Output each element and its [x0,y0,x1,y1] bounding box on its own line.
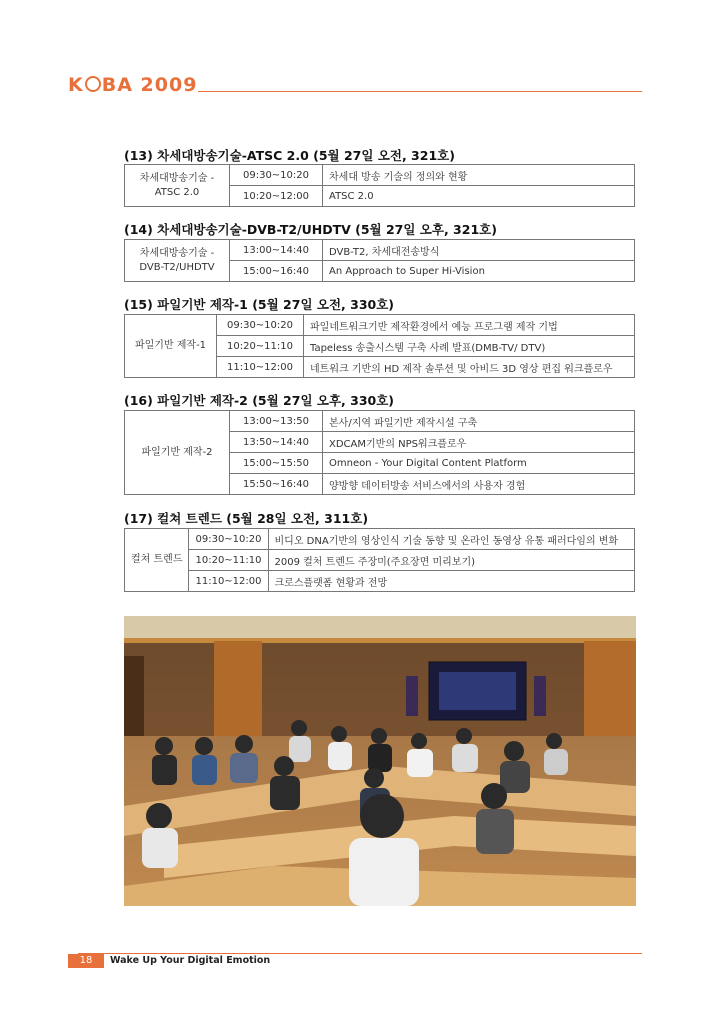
topic-cell: Omneon - Your Digital Content Platform [323,453,635,474]
table-row [125,550,635,571]
schedule-table [124,528,635,592]
time-cell: 13:00~13:50 [230,411,323,432]
footer-divider [78,953,642,954]
time-cell: 15:00~15:50 [230,453,323,474]
section-title: (16) 파일기반 제작-2 (5월 27일 오후, 330호) [124,393,395,408]
logo-year: 2009 [140,74,198,96]
schedule-table [124,164,635,207]
category-cell: 차세대방송기술 -DVB-T2/UHDTV [125,240,230,282]
logo-ring-icon [85,76,101,92]
table-row [125,529,635,550]
footer-tagline: Wake Up Your Digital Emotion [110,955,271,966]
door [124,656,144,746]
time-cell: 09:30~10:20 [189,529,268,550]
page-number: 18 [68,954,104,968]
time-cell: 10:20~11:10 [217,336,304,357]
time-cell: 15:00~16:40 [230,261,323,282]
time-cell: 09:30~10:20 [217,315,304,336]
header-divider [198,91,642,92]
table-row [125,240,635,261]
topic-cell: 본사/지역 파일기반 제작시설 구축 [323,411,635,432]
category-cell: 파일기반 제작-1 [125,315,217,378]
topic-cell: 비디오 DNA기반의 영상인식 기술 동향 및 온라인 동영상 유통 패러다임의 변화 [268,529,635,550]
logo-text-k: K [68,74,84,96]
table-row [125,411,635,432]
topic-cell: DVB-T2, 차세대전송방식 [323,240,635,261]
time-cell: 10:20~11:10 [189,550,268,571]
ceiling-trim [124,638,636,643]
time-cell: 11:10~12:00 [217,357,304,378]
topic-cell: 양방향 데이터방송 서비스에서의 사용자 경험 [323,474,635,495]
schedule-table [124,410,635,495]
topic-cell: Tapeless 송출시스템 구축 사례 발표(DMB-TV/ DTV) [304,336,635,357]
section-title: (15) 파일기반 제작-1 (5월 27일 오전, 330호) [124,297,395,312]
time-cell: 10:20~12:00 [230,186,323,207]
schedule-table [124,239,635,282]
time-cell: 09:30~10:20 [230,165,323,186]
topic-cell: 크로스플랫폼 현황과 전망 [268,571,635,592]
table-row [125,571,635,592]
logo-text-ba: BA [101,74,133,96]
section-title: (14) 차세대방송기술-DVB-T2/UHDTV (5월 27일 오후, 321호) [124,222,497,237]
topic-cell: 네트워크 기반의 HD 제작 솔루션 및 아비드 3D 영상 편집 워크플로우 [304,357,635,378]
time-cell: 13:00~14:40 [230,240,323,261]
banner-left [406,676,418,716]
category-cell: 차세대방송기술 -ATSC 2.0 [125,165,230,207]
conference-photo [124,616,636,906]
topic-cell: 2009 컬처 트렌드 주장미(주요장면 미리보기) [268,550,635,571]
topic-cell: 파일네트워크기반 제작환경에서 예능 프로그램 제작 기법 [304,315,635,336]
conference-room-illustration [124,616,636,906]
category-cell: 컬쳐 트렌드 [125,529,189,592]
category-cell: 파일기반 제작-2 [125,411,230,495]
ceiling [124,616,636,638]
topic-cell: 차세대 방송 기술의 정의와 현황 [323,165,635,186]
slide-content [439,672,516,710]
pillar-left [214,641,262,751]
section-title: (13) 차세대방송기술-ATSC 2.0 (5월 27일 오전, 321호) [124,148,455,163]
koba-logo [68,74,197,96]
section-title: (17) 컬쳐 트렌드 (5월 28일 오전, 311호) [124,511,369,526]
banner-right [534,676,546,716]
time-cell: 15:50~16:40 [230,474,323,495]
schedule-table [124,314,635,378]
table-row [125,315,635,336]
topic-cell: An Approach to Super Hi-Vision [323,261,635,282]
time-cell: 11:10~12:00 [189,571,268,592]
time-cell: 13:50~14:40 [230,432,323,453]
table-row [125,165,635,186]
topic-cell: XDCAM기반의 NPS워크플로우 [323,432,635,453]
topic-cell: ATSC 2.0 [323,186,635,207]
